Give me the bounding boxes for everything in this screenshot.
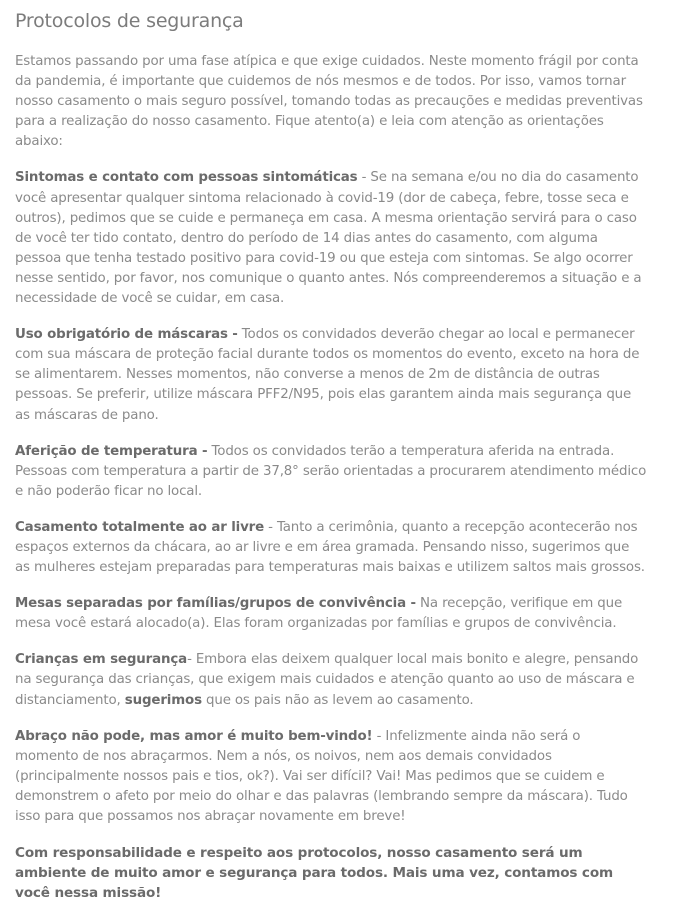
section-symptoms (15, 168, 647, 309)
section-emphasis: sugerimos (124, 692, 202, 708)
section-temperature (15, 442, 647, 502)
section-tail: que os pais não as levem ao casamento. (201, 692, 474, 708)
section-body: Todos os convidados terão a temperatura aferida na entrada. Pessoas com temperatura a partir de 37,8° serão orientadas a procurarem atendimento médico e não poderão ficar no local. (15, 443, 647, 499)
section-heading: Crianças em segurança (15, 652, 188, 668)
section-outdoor (15, 518, 647, 578)
page-title: Protocolos de segurança (15, 10, 244, 32)
section-heading: Mesas separadas por famílias/grupos de convivência - (15, 596, 416, 612)
section-heading: Casamento totalmente ao ar livre (15, 519, 265, 535)
section-heading: Sintomas e contato com pessoas sintomáticas (15, 170, 358, 186)
section-children (15, 650, 647, 710)
closing-paragraph: Com responsabilidade e respeito aos protocolos, nosso casamento será um ambiente de muito amor e segurança para todos. Mais uma vez, contamos com você nessa missão! (15, 845, 614, 902)
section-heading: Uso obrigatório de máscaras - (15, 327, 238, 343)
section-body: - Infelizmente ainda não será o momento de nos abraçarmos. Nem a nós, os noivos, nem aos demais convidados (principalmente nossos pais e tios, ok?). Vai ser difícil? Vai! Mas pedimos que se cuidem e demonstrem o afeto por meio do olhar e das palavras (lembrando sempre da máscara). Tudo isso para que possamos nos abraçar novamente em breve! (15, 728, 628, 824)
section-hugs (15, 727, 647, 827)
section-body: Todos os convidados deverão chegar ao local e permanecer com sua máscara de proteção facial durante todos os momentos do evento, exceto na hora de se alimentarem. Nesses momentos, não converse a menos de 2m de distância de outras pessoas. Se preferir, utilize máscara PFF2/N95, pois elas garantem ainda mais segurança que as máscaras de pano. (15, 327, 640, 423)
section-heading: Abraço não pode, mas amor é muito bem-vindo! (15, 728, 373, 744)
section-tables (15, 594, 647, 634)
section-body: - Tanto a cerimônia, quanto a recepção acontecerão nos espaços externos da chácara, ao ar livre e em área gramada. Pensando nisso, sugerimos que as mulheres estejam preparadas para temperaturas mais baixas e utilizem saltos mais grossos. (15, 519, 645, 576)
section-body: Na recepção, verifique em que mesa você estará alocado(a). Elas foram organizadas por famílias e grupos de convivência. (15, 596, 623, 632)
section-masks (15, 325, 647, 425)
section-heading: Aferição de temperatura - (15, 443, 208, 459)
section-body: - Se na semana e/ou no dia do casamento você apresentar qualquer sintoma relacionado à covid-19 (dor de cabeça, febre, tosse seca e outros), pedimos que se cuide e permaneça em casa. A mesma orientação servirá para o caso de você ter tido contato, dentro do período de 14 dias antes do casamento, com alguma pessoa que tenha testado positivo para covid-19 ou que esteja com sintomas. Se algo ocorrer nesse sentido, por favor, nos comunique o quanto antes. Nós compreenderemos a situação e a necessidade de você se cuidar, em casa. (15, 170, 642, 307)
intro-paragraph: Estamos passando por uma fase atípica e que exige cuidados. Neste momento frágil por conta da pandemia, é importante que cuidemos de nós mesmos e de todos. Por isso, vamos tornar nosso casamento o mais seguro possível, tomando todas as precauções e medidas preventivas para a realização do nosso casamento. Fique atento(a) e leia com atenção as orientações abaixo: (15, 54, 643, 150)
section-body: - Embora elas deixem qualquer local mais bonito e alegre, pensando na segurança das crianças, que exigem mais cuidados e atenção quanto ao uso de máscara e distanciamento, (15, 652, 639, 708)
